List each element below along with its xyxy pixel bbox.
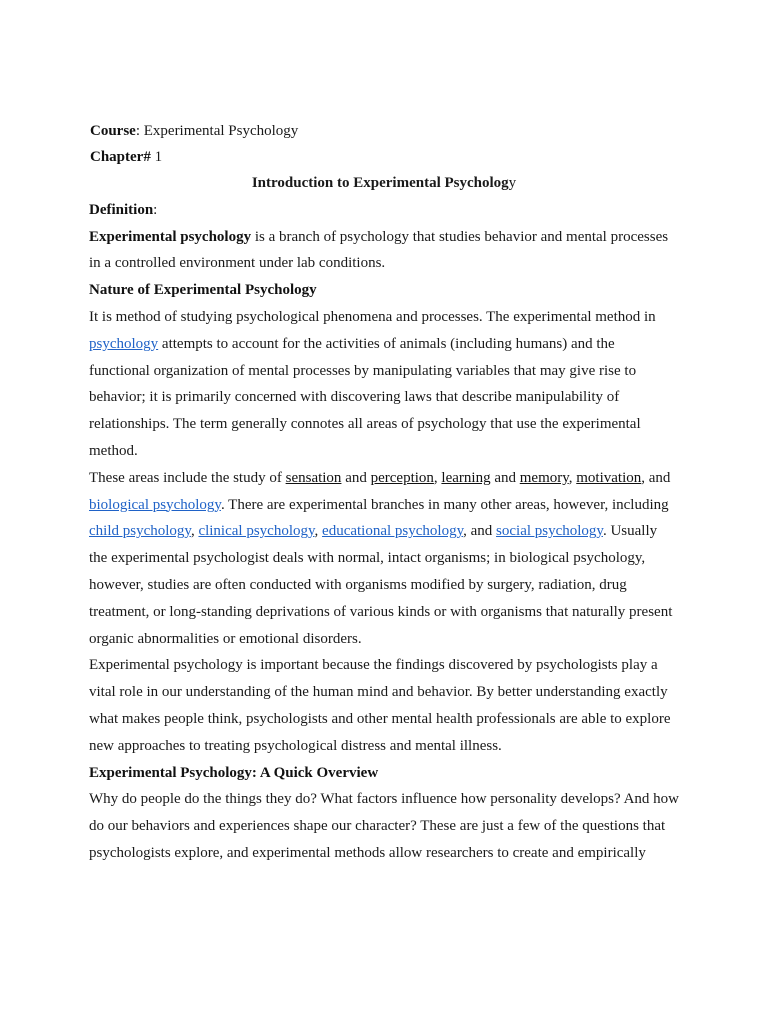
overview-heading (89, 760, 679, 787)
overview-heading-text: Experimental Psychology: A Quick Overview (89, 764, 379, 781)
underlined-learning: learning (441, 469, 491, 486)
definition-label: Definition (89, 201, 154, 218)
definition-colon: : (153, 201, 158, 218)
definition-text: is a branch of psychology that studies behavior and mental processes in a controlled environment under lab conditions. (89, 228, 669, 272)
link-child-psychology[interactable]: child psychology (89, 523, 191, 540)
nature-p1-start: It is method of studying psychological phenomena and processes. The experimental method in (89, 308, 656, 325)
nature-paragraph-2 (89, 465, 679, 653)
link-clinical-psychology[interactable]: clinical psychology (198, 523, 315, 540)
document-page (89, 118, 679, 867)
definition-term: Experimental psychology (89, 228, 252, 245)
sep-and-3: , and (641, 469, 671, 486)
underlined-motivation: motivation (576, 469, 642, 486)
course-value: : Experimental Psychology (135, 123, 299, 139)
link-biological-psychology[interactable]: biological psychology (89, 496, 221, 513)
definition-label-line (89, 197, 679, 224)
nature-p2-start: These areas include the study of (89, 469, 286, 486)
chapter-label: Chapter# (90, 149, 151, 165)
title-tail: y (508, 175, 517, 191)
link-social-psychology[interactable]: social psychology (496, 523, 603, 540)
nature-p2-mid: . There are experimental branches in many other areas, however, including (220, 496, 669, 513)
link-educational-psychology[interactable]: educational psychology (322, 523, 464, 540)
overview-paragraph-1: Why do people do the things they do? What factors influence how personality develops? And how do our behaviors and experiences shape our character? These are just a few of the questions that psychologists explore, and experimental methods allow researchers to create and empirically (89, 791, 679, 861)
sep-and-4: , and (463, 523, 497, 540)
definition-paragraph (89, 224, 679, 278)
nature-p2-end: . Usually the experimental psychologist deals with normal, intact organisms; in biological psychology, however, studies are often conducted with organisms modified by surgery, radiation, drug treatment, or long-standing deprivations of various kinds or with organisms that naturally present organic abnormalities or emotional disorders. (89, 523, 673, 647)
chapter-line (89, 144, 679, 170)
nature-heading (89, 277, 679, 304)
sep-comma-1: , (433, 469, 442, 486)
title-main: Introduction to Experimental Psycholog (251, 175, 509, 191)
nature-heading-text: Nature of Experimental Psychology (89, 282, 317, 299)
nature-paragraph-3: Experimental psychology is important because the findings discovered by psychologists play a vital role in our understanding of the human mind and behavior. By better understanding exactly what makes people think, psychologists and other mental health professionals are able to explore new approaches to treating psychological distress and mental illness. (89, 657, 671, 754)
link-psychology[interactable]: psychology (89, 335, 159, 352)
nature-paragraph-1 (89, 304, 679, 465)
course-label: Course (90, 123, 136, 139)
course-line (89, 118, 679, 144)
nature-p1-end: attempts to account for the activities of animals (including humans) and the functional organization of mental processes by manipulating variables that may give rise to behavior; it is primarily concerned with discovering laws that describe manipulability of relationships. The term generally connotes all areas of psychology that use the experimental method. (89, 335, 641, 459)
chapter-value: 1 (150, 149, 163, 165)
sep-and-2: and (490, 469, 520, 486)
sep-comma-2: , (568, 469, 577, 486)
sep-comma-4: , (314, 523, 323, 540)
underlined-perception: perception (370, 469, 434, 486)
underlined-memory: memory (519, 469, 569, 486)
document-title (89, 170, 679, 197)
underlined-sensation: sensation (285, 469, 342, 486)
sep-comma-3: , (190, 523, 199, 540)
sep-and-1: and (341, 469, 371, 486)
